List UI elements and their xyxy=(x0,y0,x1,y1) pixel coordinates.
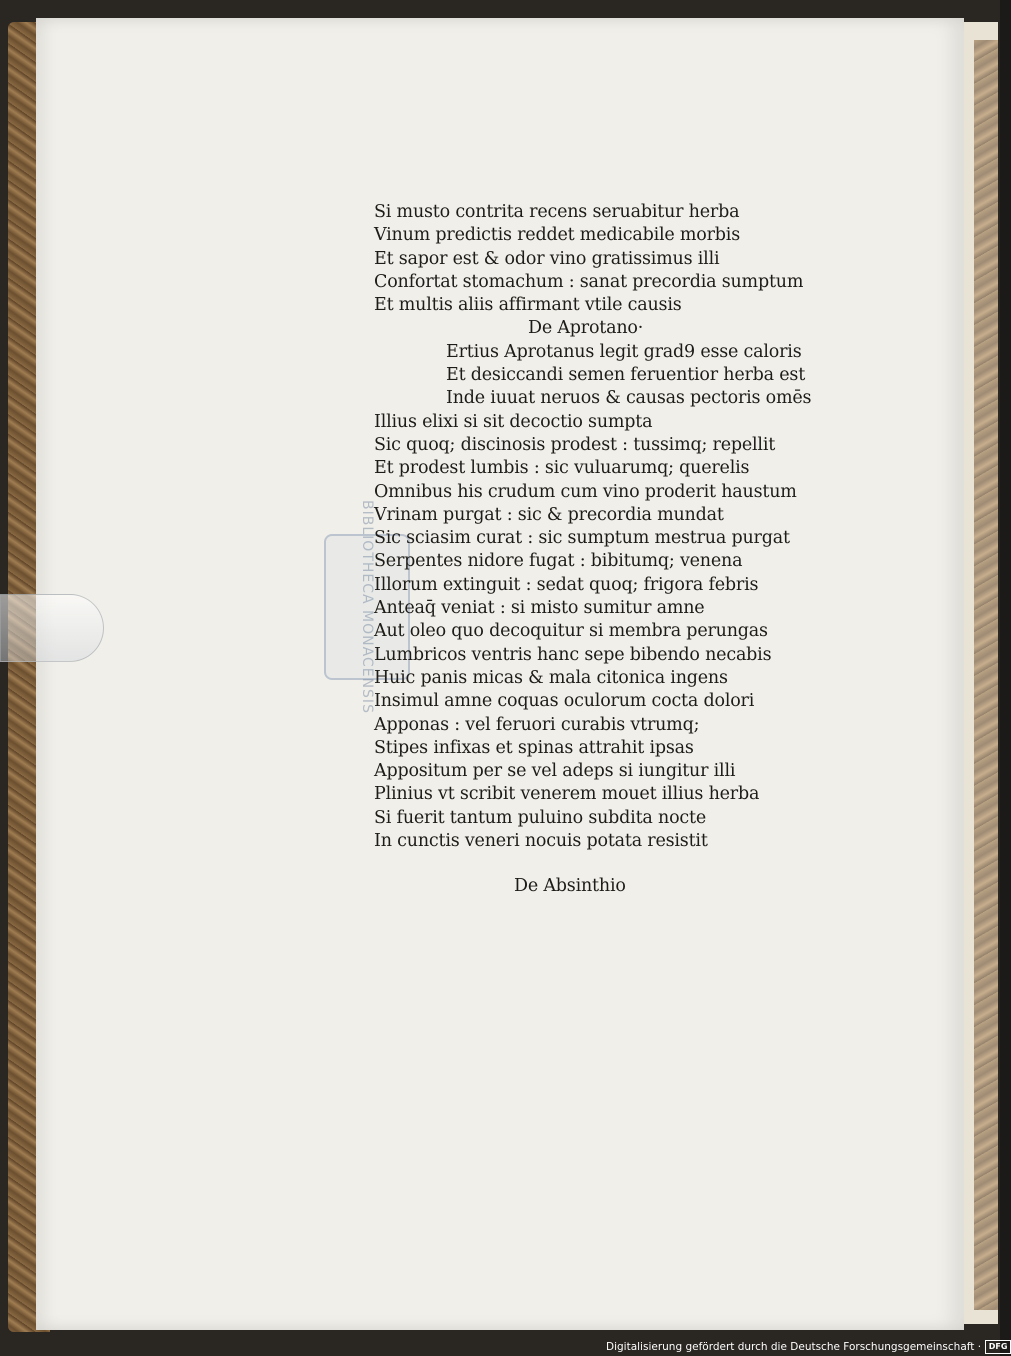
section-heading: De Absinthio xyxy=(514,876,626,897)
verse-line: Inde iuuat neruos & causas pectoris omēs xyxy=(446,388,812,409)
verse-line: Et prodest lumbis : sic vuluarumq; querelis xyxy=(374,458,750,479)
digitization-credit xyxy=(606,1338,1011,1356)
verse-line: Vinum predictis reddet medicabile morbis xyxy=(374,225,740,246)
book-cover-right xyxy=(974,40,998,1310)
verse-line: Si fuerit tantum puluino subdita nocte xyxy=(374,807,706,828)
verse-line: Si musto contrita recens seruabitur herba xyxy=(374,202,740,222)
verse-line: In cunctis veneri nocuis potata resistit xyxy=(374,831,708,852)
verse-line: Ertius Aprotanus legit grad9 esse caloris xyxy=(446,341,802,362)
verse-line: Sic quoq; discinosis prodest : tussimq; repellit xyxy=(374,434,776,455)
verse-line: Insimul amne coquas oculorum cocta dolori xyxy=(374,691,755,712)
verse-line: Illius elixi si sit decoctio sumpta xyxy=(374,411,653,432)
page-clip xyxy=(0,594,104,662)
verse-line: Illorum extinguit : sedat quoq; frigora febris xyxy=(374,574,759,595)
dfg-logo-icon: DFG xyxy=(985,1340,1011,1354)
verse-line: Aut oleo quo decoquitur si membra perungas xyxy=(374,621,768,642)
verse-line: Confortat stomachum : sanat precordia sumptum xyxy=(374,271,804,292)
verse-line: Apponas : vel feruori curabis vtrumq; xyxy=(374,714,700,735)
verse-line: Et sapor est & odor vino gratissimus illi xyxy=(374,248,720,269)
verse-line: Huic panis micas & mala citonica ingens xyxy=(374,667,728,688)
verse-line: Et multis aliis affirmant vtile causis xyxy=(374,295,682,316)
verse-line: Omnibus his crudum cum vino proderit haustum xyxy=(374,481,797,502)
credit-text: Digitalisierung gefördert durch die Deutsche Forschungsgemeinschaft · xyxy=(606,1341,982,1353)
verse-line: Et desiccandi semen feruentior herba est xyxy=(446,365,806,386)
verse-line: Appositum per se vel adeps si iungitur illi xyxy=(374,761,736,782)
verse-line: Anteaq̄ veniat : si misto sumitur amne xyxy=(374,598,705,619)
verse-line: Serpentes nidore fugat : bibitumq; venena xyxy=(374,551,743,572)
verse-line: Sic sciasim curat : sic sumptum mestrua purgat xyxy=(374,528,790,549)
library-stamp-text: BIBLIOTHECA MONACENSIS xyxy=(359,500,375,714)
page-text xyxy=(374,201,834,899)
verse-line: Plinius vt scribit venerem mouet illius herba xyxy=(374,784,760,805)
verse-line: Lumbricos ventris hanc sepe bibendo necabis xyxy=(374,644,772,665)
verse-line: Vrinam purgat : sic & precordia mundat xyxy=(374,504,724,525)
section-heading: De Aprotano· xyxy=(528,318,644,339)
verse-line: Stipes infixas et spinas attrahit ipsas xyxy=(374,737,694,758)
